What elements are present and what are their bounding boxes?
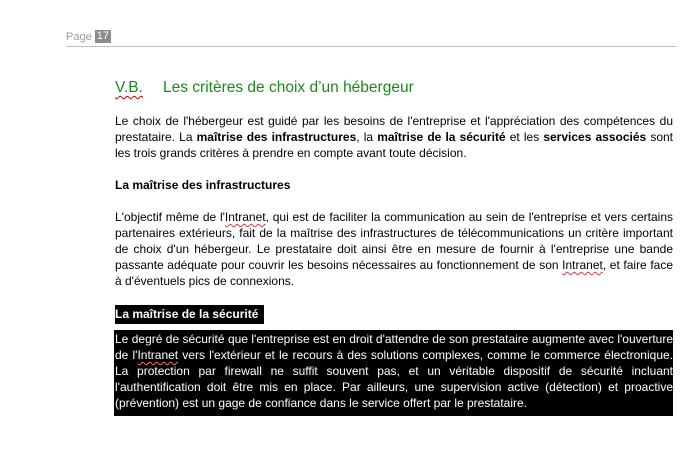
spellcheck-word: Intranet (224, 210, 266, 224)
page-header (66, 30, 111, 43)
subheading-securite-selected[interactable]: La maîtrise de la sécurité (115, 305, 264, 324)
bold-term: maîtrise de la sécurité (377, 130, 506, 144)
text-run: Le choix de l'hébergeur est guidé par les besoins de l'entreprise et l'appréciation des compétences du prestataire. La (115, 114, 673, 144)
section-heading (115, 78, 673, 98)
text-run: et les (505, 130, 544, 144)
text-run: , qui est de faciliter la communication au sein de l'entreprise et vers certains partenaires extérieurs, fait de la maîtrise des infrastructures de télécommunications un critère important de choix d'un hébergeur. Le prestataire doit ainsi être en mesure de fournir à l'entreprise une bande passante adéquate pour couvrir les besoins nécessaires au fonctionnement de son (115, 210, 673, 272)
text-run: , et faire face à d'éventuels pics de connexions. (115, 258, 674, 288)
text-run: Le degré de sécurité que l'entreprise est en droit d'attendre de son prestataire augmente avec l'ouverture de l' (115, 332, 673, 362)
intro-paragraph (115, 113, 673, 161)
text-run: vers l'extérieur et le recours à des solutions complexes, comme le commerce électronique. La protection par firewall ne suffit souvent pas, et un véritable dispositif de sécurité incluant l'authentification doit être mis en place. Par ailleurs, une supervision active (détection) et proactive (prévention) est un gage de confiance dans le service offert par le prestataire. (115, 348, 673, 410)
spellcheck-word: Intranet (562, 258, 603, 272)
securite-paragraph-selected[interactable] (114, 330, 673, 416)
bold-term: maîtrise des infrastructures (196, 130, 357, 144)
page-number: 17 (96, 30, 109, 42)
subheading-infrastructures: La maîtrise des infrastructures (115, 178, 291, 192)
document-body (115, 78, 673, 416)
text-run: , la (356, 130, 378, 144)
spellcheck-word: Intranet (137, 348, 179, 362)
page-label: Page (66, 30, 92, 43)
section-number: V.B. (115, 79, 143, 96)
infrastructures-paragraph (115, 209, 673, 289)
bold-term: services associés (543, 130, 647, 144)
header-divider (66, 46, 676, 47)
text-run: L'objectif même de l' (115, 210, 225, 224)
section-title: Les critères de choix d’un hébergeur (163, 79, 414, 96)
text-run: sont les trois grands critères à prendre en compte avant toute décision. (115, 130, 674, 160)
